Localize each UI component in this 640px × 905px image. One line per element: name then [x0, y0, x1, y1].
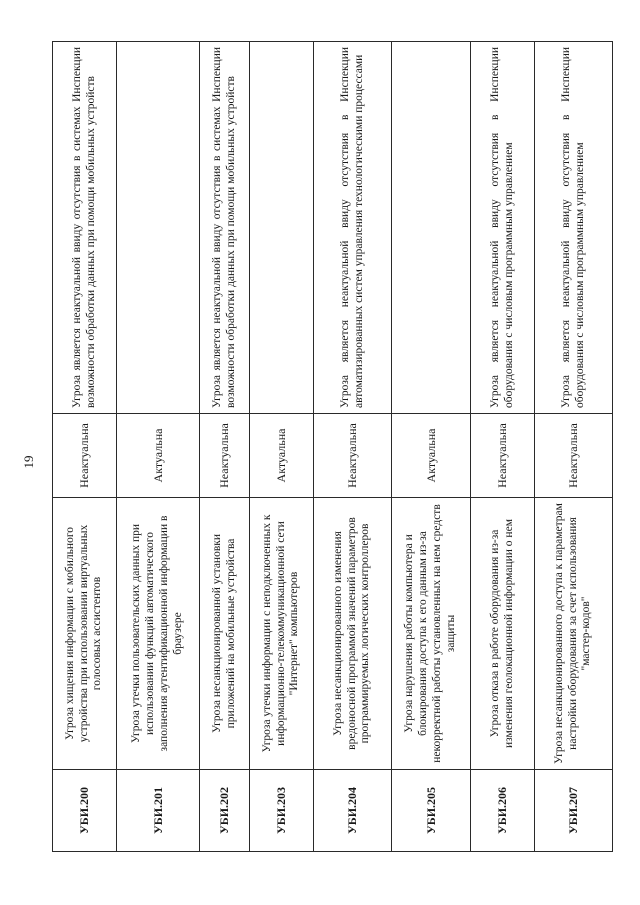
threat-id-cell: УБИ.204	[314, 770, 392, 852]
threat-name-cell: Угроза несанкционированного доступа к параметрам настройки оборудования за счет использования "мастер-кодов"	[535, 498, 613, 770]
threat-name-cell: Угроза несанкционированной установки приложений на мобильные устройства	[200, 498, 250, 770]
relevance-cell: Неактуальна	[200, 414, 250, 498]
justification-cell	[250, 42, 314, 414]
table-row	[314, 42, 392, 852]
table-row	[471, 42, 535, 852]
justification-cell: Угроза является неактуальной ввиду отсутствия в системах Инспекции возможности обработки данных при помощи мобильных устройств	[53, 42, 117, 414]
relevance-cell: Актуальна	[392, 414, 471, 498]
justification-cell: Угроза является неактуальной ввиду отсутствия в системах Инспекции возможности обработки данных при помощи мобильных устройств	[200, 42, 250, 414]
threat-table-rotated	[52, 42, 612, 852]
threat-id-cell: УБИ.200	[53, 770, 117, 852]
justification-cell: Угроза является неактуальной ввиду отсутствия в Инспекции автоматизированных систем управления технологическими процессами	[314, 42, 392, 414]
threat-id-cell: УБИ.201	[117, 770, 200, 852]
justification-cell	[392, 42, 471, 414]
relevance-cell: Неактуальна	[471, 414, 535, 498]
justification-cell: Угроза является неактуальной ввиду отсутствия в Инспекции оборудования с числовым программным управлением	[471, 42, 535, 414]
relevance-cell: Актуальна	[250, 414, 314, 498]
table-row	[535, 42, 613, 852]
justification-cell	[117, 42, 200, 414]
threat-name-cell: Угроза нарушения работы компьютера и блокирования доступа к его данным из-за некорректной работы установленных на нем средств защиты	[392, 498, 471, 770]
threat-id-cell: УБИ.205	[392, 770, 471, 852]
table-row	[117, 42, 200, 852]
threat-name-cell: Угроза утечки пользовательских данных при использовании функций автоматического заполнения аутентификационной информации в браузере	[117, 498, 200, 770]
threat-name-cell: Угроза хищения информации с мобильного устройства при использовании виртуальных голосовых ассистентов	[53, 498, 117, 770]
justification-cell: Угроза является неактуальной ввиду отсутствия в Инспекции оборудования с числовым программным управлением	[535, 42, 613, 414]
threat-name-cell: Угроза несанкционированного изменения вредоносной программой значений параметров программируемых логических контроллеров	[314, 498, 392, 770]
threat-name-cell: Угроза утечки информации с неподключенных к информационно-телекоммуникационной сети "Интернет" компьютеров	[250, 498, 314, 770]
threat-id-cell: УБИ.207	[535, 770, 613, 852]
threat-id-cell: УБИ.206	[471, 770, 535, 852]
relevance-cell: Неактуальна	[535, 414, 613, 498]
relevance-cell: Актуальна	[117, 414, 200, 498]
page-number: 19	[21, 455, 36, 469]
threat-table	[52, 41, 613, 852]
relevance-cell: Неактуальна	[53, 414, 117, 498]
relevance-cell: Неактуальна	[314, 414, 392, 498]
threat-id-cell: УБИ.202	[200, 770, 250, 852]
table-row	[53, 42, 117, 852]
table-row	[392, 42, 471, 852]
threat-name-cell: Угроза отказа в работе оборудования из-за изменения геолокационной информации о нем	[471, 498, 535, 770]
table-row	[200, 42, 250, 852]
threat-id-cell: УБИ.203	[250, 770, 314, 852]
table-row	[250, 42, 314, 852]
